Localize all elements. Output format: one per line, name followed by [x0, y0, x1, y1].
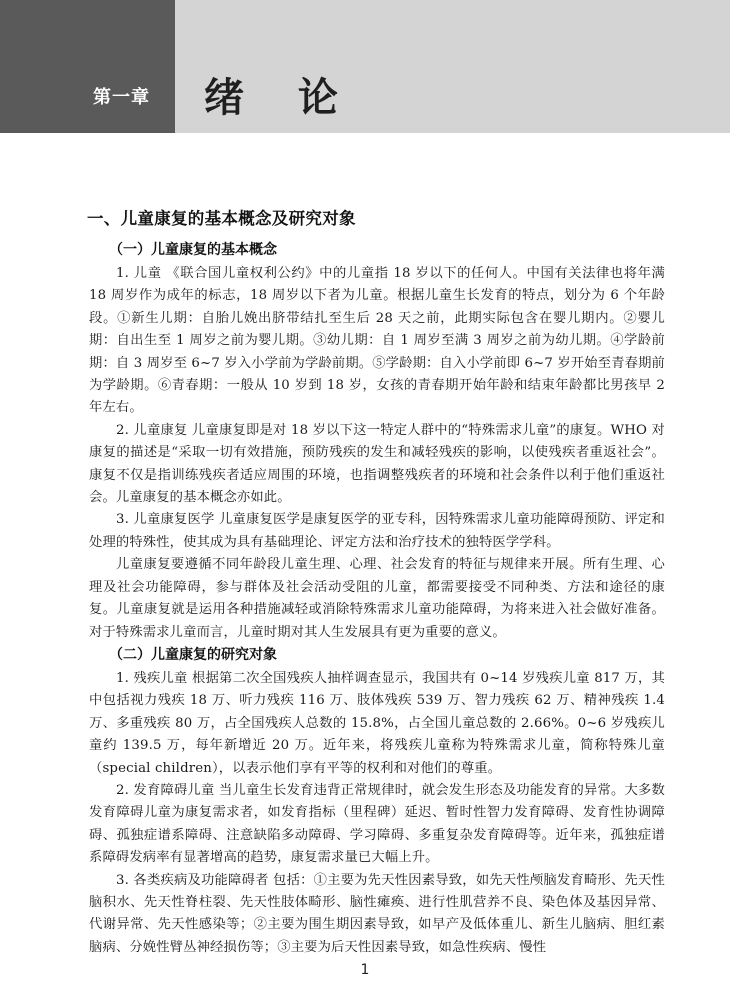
paragraph-disabled-children: 1. 残疾儿童 根据第二次全国残疾人抽样调查显示，我国共有 0~14 岁残疾儿童 817 万，其中包括视力残疾 18 万、听力残疾 116 万、肢体残疾 539 万、智力残疾 62 万、精神残疾 1.4 万、多重残疾 80 万，占全国残疾人总数的 15.8%，占全国儿童总数的 2.66%。0~6 岁残疾儿童约 139.5 万，每年新增近 20 万。近年来，将残疾儿童称为特殊需求儿童，简称特殊儿童（special children），以表示他们享有平等的权利和对他们的尊重。 [89, 670, 665, 776]
page-body [89, 205, 665, 959]
chapter-title: 绪 论 [204, 75, 358, 121]
subsection-heading-concepts: （一）儿童康复的基本概念 [109, 242, 277, 258]
paragraph-rehab-principles: 儿童康复要遵循不同年龄段儿童生理、心理、社会发育的特征与规律来开展。所有生理、心理及社会功能障碍，参与群体及社会活动受阻的儿童，都需要接受不同种类、方法和途径的康复。儿童康复就是运用各种措施减轻或消除特殊需求儿童功能障碍，为将来进入社会做好准备。对于特殊需求儿童而言，儿童时期对其人生发展具有更为重要的意义。 [89, 557, 665, 640]
chapter-number: 第一章 [93, 87, 150, 108]
subsection-heading-subjects: （二）儿童康复的研究对象 [109, 646, 277, 663]
paragraph-child-rehab-medicine: 3. 儿童康复医学 儿童康复医学是康复医学的亚专科，因特殊需求儿童功能障碍预防、评定和处理的特殊性，使其成为具有基础理论、评定方法和治疗技术的独特医学学科。 [89, 512, 665, 550]
paragraph-children-definition: 1. 儿童 《联合国儿童权利公约》中的儿童指 18 岁以下的任何人。中国有关法律也将年满 18 周岁作为成年的标志，18 周岁以下者为儿童。根据儿童生长发育的特点，划分为 6 个年龄段。①新生儿期：自胎儿娩出脐带结扎至生后 28 天之前，此期实际包含在婴儿期内。②婴儿期：自出生至 1 周岁之前为婴儿期。③幼儿期：自 1 周岁至满 3 周岁之前为幼儿期。④学龄前期：自 3 周岁至 6~7 岁入小学前为学龄前期。⑤学龄期：自入小学前即 6~7 岁开始至青春期前为学龄期。⑥青春期：一般从 10 岁到 18 岁，女孩的青春期开始年龄和结束年龄都比男孩早 2 年左右。 [89, 266, 665, 416]
paragraph-child-rehabilitation: 2. 儿童康复 儿童康复即是对 18 岁以下这一特定人群中的“特殊需求儿童”的康复。WHO 对康复的描述是“采取一切有效措施，预防残疾的发生和减轻残疾的影响，以使残疾者重返社会”。康复不仅是指训练残疾者适应周围的环境，也指调整残疾者的环境和社会条件以利于他们重返社会。儿童康复的基本概念亦如此。 [89, 422, 665, 506]
page-number: 1 [360, 962, 370, 978]
paragraph-diseases-dysfunction: 3. 各类疾病及功能障碍者 包括：①主要为先天性因素导致，如先天性颅脑发育畸形、先天性脑积水、先天性脊柱裂、先天性肢体畸形、脑性瘫痪、进行性肌营养不良、染色体及基因异常、代谢异常、先天性感染等；②主要为围生期因素导致，如早产及低体重儿、新生儿脑病、胆红素脑病、分娩性臂丛神经损伤等；③主要为后天性因素导致，如急性疾病、慢性 [89, 872, 665, 955]
chapter-label-box [0, 0, 175, 133]
section-heading: 一、儿童康复的基本概念及研究对象 [87, 209, 356, 228]
paragraph-developmental-disorders: 2. 发育障碍儿童 当儿童生长发育违背正常规律时，就会发生形态及功能发育的异常。大多数发育障碍儿童为康复需求者，如发育指标（里程碑）延迟、暂时性智力发育障碍、发育性协调障碍、孤独症谱系障碍、注意缺陷多动障碍、学习障碍、多重复杂发育障碍等。近年来，孤独症谱系障碍发病率有显著增高的趋势，康复需求量已大幅上升。 [89, 782, 665, 866]
